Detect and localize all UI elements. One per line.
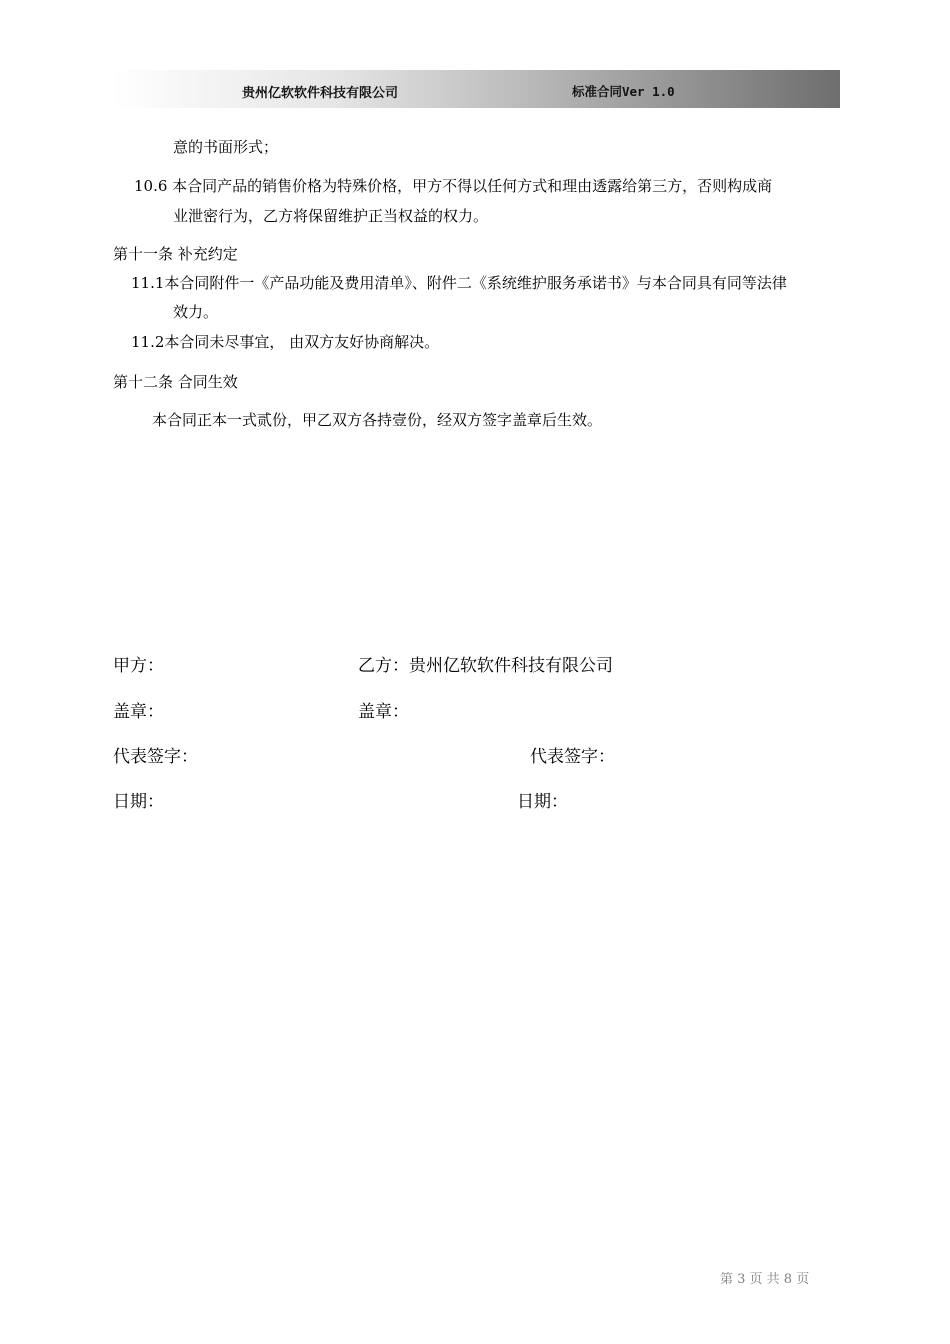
- clause-11-1-line-2: 效力。: [173, 303, 219, 321]
- seal-a-label: 盖章：: [113, 702, 164, 722]
- party-a-label: 甲方：: [113, 656, 164, 676]
- page-header: [113, 70, 840, 108]
- party-b-label: 乙方：贵州亿软软件科技有限公司: [358, 656, 613, 676]
- clause-10-6-line-1: 10.6 本合同产品的销售价格为特殊价格，甲方不得以任何方式和理由透露给第三方，否则构成商: [134, 177, 773, 195]
- date-b-label: 日期：: [517, 792, 568, 812]
- representative-b-label: 代表签字：: [530, 747, 615, 767]
- article-12-text: 本合同正本一式贰份，甲乙双方各持壹份，经双方签字盖章后生效。: [152, 411, 603, 429]
- article-12-title: 第十二条 合同生效: [113, 373, 238, 391]
- header-contract-version: 标准合同Ver 1.0: [572, 84, 675, 99]
- page-number: 第 3 页 共 8 页: [720, 1272, 810, 1287]
- article-11-title: 第十一条 补充约定: [113, 245, 238, 263]
- clause-11-2: 11.2本合同未尽事宜， 由双方友好协商解决。: [131, 333, 440, 351]
- date-a-label: 日期：: [113, 792, 164, 812]
- representative-a-label: 代表签字：: [113, 747, 198, 767]
- clause-10-6-line-2: 业泄密行为，乙方将保留维护正当权益的权力。: [173, 207, 489, 225]
- clause-11-1-line-1: 11.1本合同附件一《产品功能及费用清单》、附件二《系统维护服务承诺书》与本合同具有同等法律: [131, 274, 787, 292]
- body-line-1: 意的书面形式；: [173, 138, 279, 156]
- seal-b-label: 盖章：: [358, 702, 409, 722]
- header-company-name: 贵州亿软软件科技有限公司: [242, 86, 399, 101]
